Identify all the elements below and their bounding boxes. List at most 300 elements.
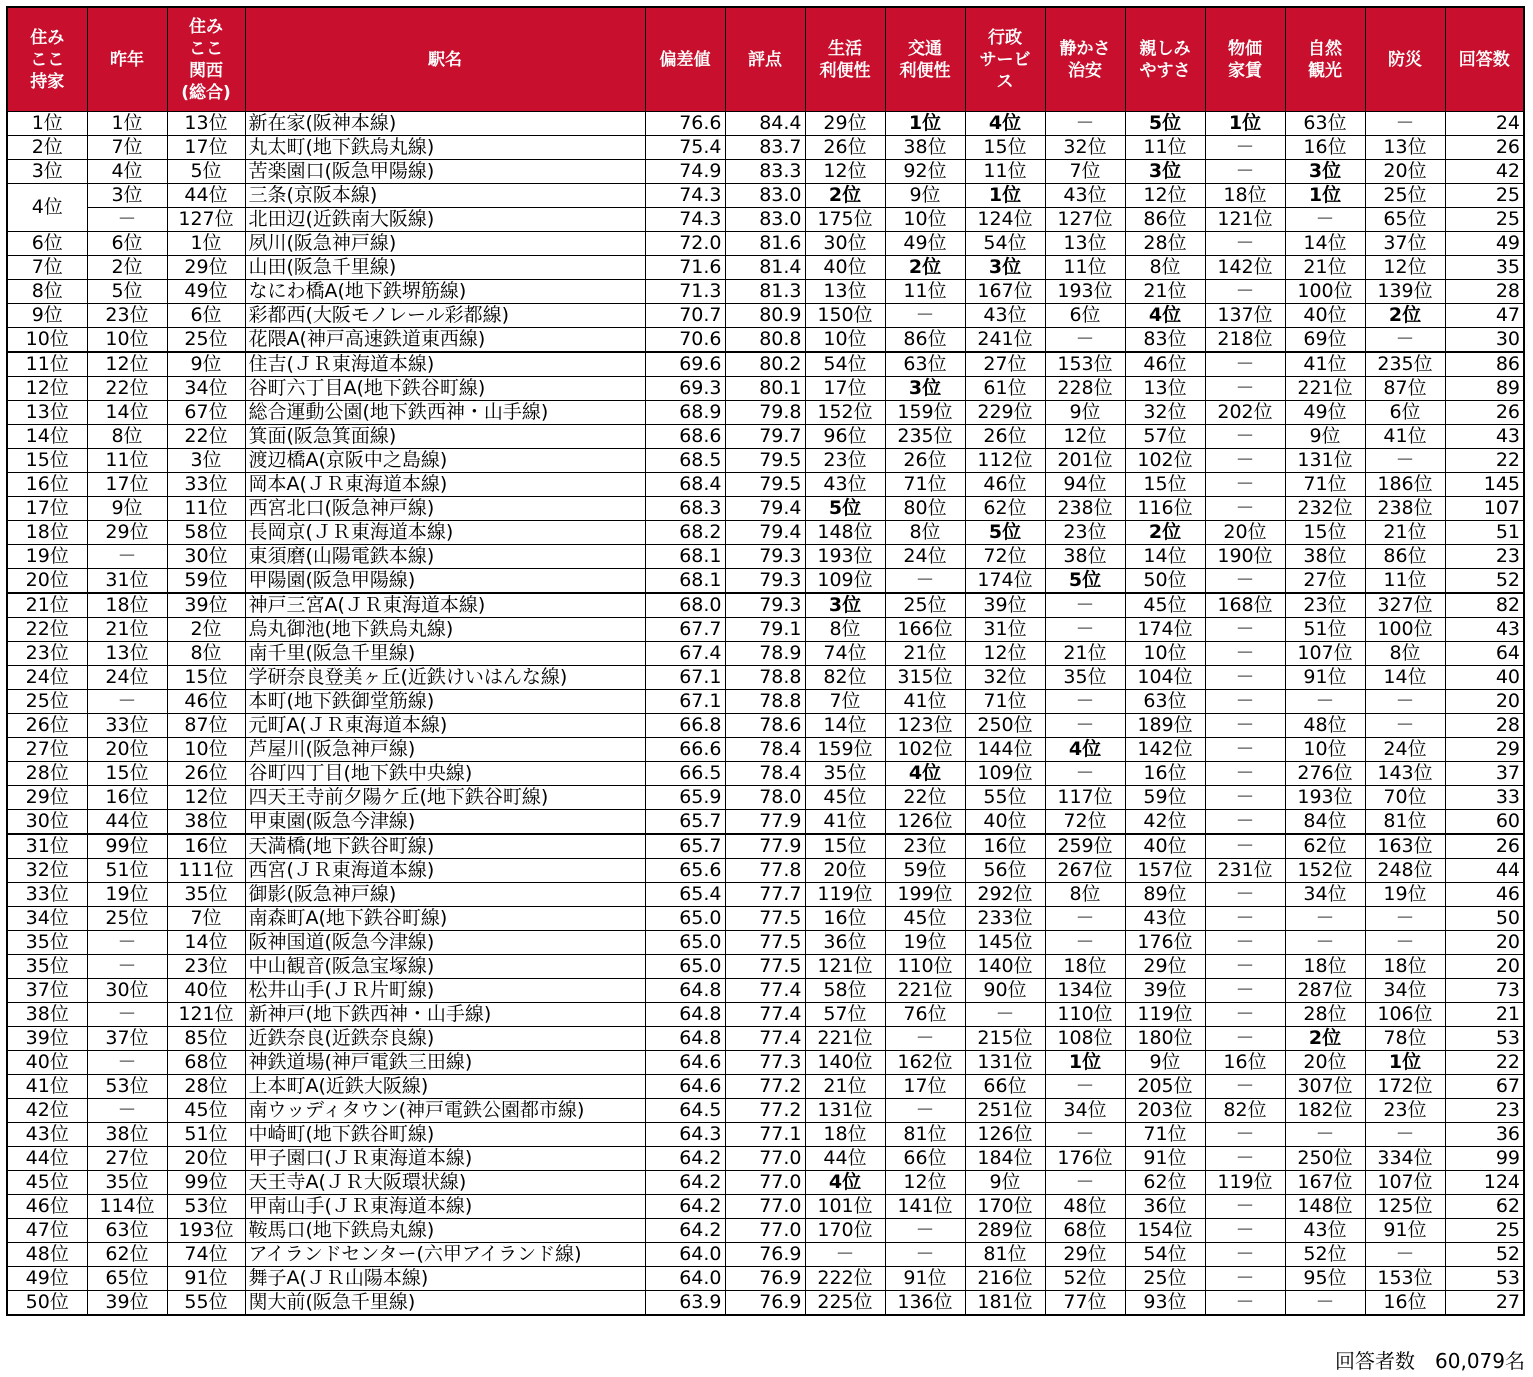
station-name-cell: 南ウッディタウン(神戸電鉄公園都市線) — [245, 1099, 645, 1123]
table-row — [7, 160, 1524, 184]
table-cell: 67.1 — [645, 690, 725, 714]
table-cell: 72.0 — [645, 232, 725, 256]
table-body — [7, 112, 1524, 1316]
table-cell: 124位 — [965, 208, 1045, 232]
table-cell: 29位 — [7, 786, 87, 810]
table-row — [7, 1003, 1524, 1027]
table-cell: 50位 — [7, 1291, 87, 1316]
column-header: 住み ここ 関西 (総合) — [167, 7, 245, 112]
table-cell: 8位 — [167, 642, 245, 666]
table-cell: 80.9 — [725, 304, 805, 328]
table-cell: 233位 — [965, 907, 1045, 931]
table-cell: 25位 — [1125, 1267, 1205, 1291]
table-cell: 111位 — [167, 859, 245, 883]
table-cell: 12位 — [87, 352, 167, 377]
table-cell: 69位 — [1285, 328, 1365, 353]
table-cell: － — [1205, 979, 1285, 1003]
table-cell: 64.6 — [645, 1051, 725, 1075]
table-cell: 35位 — [7, 955, 87, 979]
table-cell: 25位 — [885, 593, 965, 618]
table-cell: 77.1 — [725, 1123, 805, 1147]
table-cell: － — [1045, 1075, 1125, 1099]
table-row — [7, 1243, 1524, 1267]
table-cell: 167位 — [965, 280, 1045, 304]
station-name-cell: 舞子A(ＪＲ山陽本線) — [245, 1267, 645, 1291]
table-cell: 8位 — [805, 618, 885, 642]
table-cell: 40位 — [167, 979, 245, 1003]
table-cell: 140位 — [805, 1051, 885, 1075]
table-cell: 31位 — [965, 618, 1045, 642]
table-cell: － — [885, 1099, 965, 1123]
table-cell: 91位 — [1125, 1147, 1205, 1171]
respondent-count: 回答者数 60,079名 — [1335, 1349, 1525, 1373]
table-cell: 222位 — [805, 1267, 885, 1291]
table-cell: 180位 — [1125, 1027, 1205, 1051]
table-cell: 37位 — [87, 1027, 167, 1051]
station-name-cell: 北田辺(近鉄南大阪線) — [245, 208, 645, 232]
table-cell: 23位 — [7, 642, 87, 666]
table-cell: － — [1045, 1123, 1125, 1147]
table-cell: － — [87, 545, 167, 569]
table-cell: 101位 — [805, 1195, 885, 1219]
table-cell: － — [805, 1243, 885, 1267]
station-name-cell: 甲東園(阪急今津線) — [245, 810, 645, 835]
table-cell: 68.1 — [645, 569, 725, 594]
table-cell: 148位 — [1285, 1195, 1365, 1219]
table-cell: 76.9 — [725, 1291, 805, 1316]
table-cell: 186位 — [1365, 473, 1445, 497]
table-cell: 215位 — [965, 1027, 1045, 1051]
table-cell: 71位 — [1125, 1123, 1205, 1147]
table-cell: 87位 — [1365, 377, 1445, 401]
table-cell: 18位 — [805, 1123, 885, 1147]
station-name-cell: 関大前(阪急千里線) — [245, 1291, 645, 1316]
table-cell: 15位 — [87, 762, 167, 786]
table-cell: 43位 — [1045, 184, 1125, 208]
table-cell: 153位 — [1365, 1267, 1445, 1291]
table-cell: － — [1365, 449, 1445, 473]
table-cell: 83.0 — [725, 208, 805, 232]
table-cell: 65.0 — [645, 907, 725, 931]
table-row — [7, 1219, 1524, 1243]
table-cell: 11位 — [1125, 136, 1205, 160]
table-cell: － — [1205, 136, 1285, 160]
table-cell: 25位 — [167, 328, 245, 353]
table-cell: 64.6 — [645, 1075, 725, 1099]
table-cell: 14位 — [167, 931, 245, 955]
table-cell: 51位 — [167, 1123, 245, 1147]
table-cell: 250位 — [965, 714, 1045, 738]
station-name-cell: 本町(地下鉄御堂筋線) — [245, 690, 645, 714]
table-cell: 99 — [1445, 1147, 1524, 1171]
table-cell: 64.8 — [645, 979, 725, 1003]
table-row — [7, 569, 1524, 594]
table-cell: 8位 — [7, 280, 87, 304]
table-cell: 78.4 — [725, 738, 805, 762]
table-cell: － — [1205, 1243, 1285, 1267]
table-cell: 119位 — [1125, 1003, 1205, 1027]
table-cell: 145 — [1445, 473, 1524, 497]
table-cell: 154位 — [1125, 1219, 1205, 1243]
table-cell: 1位 — [1365, 1051, 1445, 1075]
table-cell: 142位 — [1205, 256, 1285, 280]
table-cell: 64.0 — [645, 1243, 725, 1267]
table-cell: － — [87, 1099, 167, 1123]
table-cell: 21位 — [1125, 280, 1205, 304]
table-cell: 107位 — [1365, 1171, 1445, 1195]
column-header: 回答数 — [1445, 7, 1524, 112]
station-name-cell: 総合運動公園(地下鉄西神・山手線) — [245, 401, 645, 425]
table-cell: 23位 — [1285, 593, 1365, 618]
table-cell: 77.5 — [725, 907, 805, 931]
table-cell: 29位 — [167, 256, 245, 280]
table-cell: 5位 — [1125, 112, 1205, 136]
table-cell: 35位 — [167, 883, 245, 907]
table-cell: 11位 — [7, 352, 87, 377]
table-cell: 9位 — [1045, 401, 1125, 425]
table-cell: 77.3 — [725, 1051, 805, 1075]
table-cell: 15位 — [7, 449, 87, 473]
table-cell: 12位 — [965, 642, 1045, 666]
station-name-cell: 中崎町(地下鉄谷町線) — [245, 1123, 645, 1147]
table-cell: 39位 — [7, 1027, 87, 1051]
table-cell: 8位 — [1125, 256, 1205, 280]
table-cell: 124 — [1445, 1171, 1524, 1195]
table-cell: 19位 — [1365, 883, 1445, 907]
table-cell: 78位 — [1365, 1027, 1445, 1051]
table-cell: 63位 — [1125, 690, 1205, 714]
station-name-cell: 甲子園口(ＪＲ東海道本線) — [245, 1147, 645, 1171]
table-cell: 44位 — [805, 1147, 885, 1171]
table-cell: － — [885, 569, 965, 594]
table-cell: 163位 — [1365, 834, 1445, 859]
table-cell: 65.9 — [645, 786, 725, 810]
table-cell: 8位 — [87, 425, 167, 449]
table-cell: 21位 — [1285, 256, 1365, 280]
table-cell: － — [1205, 618, 1285, 642]
table-cell: 68.4 — [645, 473, 725, 497]
table-cell: 27位 — [87, 1147, 167, 1171]
table-cell: 10位 — [7, 328, 87, 353]
table-cell: 205位 — [1125, 1075, 1205, 1099]
table-cell: 52 — [1445, 1243, 1524, 1267]
table-cell: 38位 — [7, 1003, 87, 1027]
table-cell: 44位 — [167, 184, 245, 208]
station-name-cell: 神鉄道場(神戸電鉄三田線) — [245, 1051, 645, 1075]
table-cell: 225位 — [805, 1291, 885, 1316]
table-cell: － — [1205, 810, 1285, 835]
table-cell: 23 — [1445, 545, 1524, 569]
table-cell: 150位 — [805, 304, 885, 328]
table-cell: 2位 — [87, 256, 167, 280]
table-cell: 19位 — [87, 883, 167, 907]
table-cell: 193位 — [1285, 786, 1365, 810]
table-cell: 79.8 — [725, 401, 805, 425]
table-cell: － — [1365, 1123, 1445, 1147]
table-cell: 96位 — [805, 425, 885, 449]
column-header: 行政 サービ ス — [965, 7, 1045, 112]
table-cell: － — [1045, 690, 1125, 714]
table-cell: 79.5 — [725, 473, 805, 497]
table-cell: 31位 — [7, 834, 87, 859]
table-row — [7, 280, 1524, 304]
table-row — [7, 738, 1524, 762]
table-cell: － — [1205, 1291, 1285, 1316]
station-name-cell: 甲南山手(ＪＲ東海道本線) — [245, 1195, 645, 1219]
table-cell: 83.7 — [725, 136, 805, 160]
table-cell: 92位 — [885, 160, 965, 184]
table-cell: 102位 — [1125, 449, 1205, 473]
table-cell: 64.2 — [645, 1147, 725, 1171]
table-row — [7, 1267, 1524, 1291]
table-cell: 77.4 — [725, 1027, 805, 1051]
table-cell: 70.7 — [645, 304, 725, 328]
table-row — [7, 618, 1524, 642]
table-cell: 77.9 — [725, 834, 805, 859]
table-cell: 174位 — [965, 569, 1045, 594]
table-cell: 100位 — [1365, 618, 1445, 642]
table-cell: 31位 — [87, 569, 167, 594]
table-cell: 16位 — [1285, 136, 1365, 160]
table-cell: 58位 — [167, 521, 245, 545]
table-cell: － — [1285, 208, 1365, 232]
table-cell: 91位 — [1285, 666, 1365, 690]
table-cell: 25 — [1445, 184, 1524, 208]
table-cell: 55位 — [167, 1291, 245, 1316]
table-cell: 99位 — [87, 834, 167, 859]
table-cell: 24 — [1445, 112, 1524, 136]
table-cell: 126位 — [965, 1123, 1045, 1147]
table-cell: 14位 — [1365, 666, 1445, 690]
table-cell: 45位 — [805, 786, 885, 810]
table-cell: 99位 — [167, 1171, 245, 1195]
table-cell: 49位 — [1285, 401, 1365, 425]
table-cell: 37 — [1445, 762, 1524, 786]
table-row — [7, 401, 1524, 425]
table-cell: 16位 — [805, 907, 885, 931]
table-cell: 81.6 — [725, 232, 805, 256]
table-cell: － — [1205, 762, 1285, 786]
table-cell: 190位 — [1205, 545, 1285, 569]
table-cell: 62位 — [1125, 1171, 1205, 1195]
table-cell: 19位 — [7, 545, 87, 569]
table-cell: 38位 — [1045, 545, 1125, 569]
table-cell: － — [87, 955, 167, 979]
table-cell: 76位 — [885, 1003, 965, 1027]
table-cell: 18位 — [7, 521, 87, 545]
table-cell: 65.7 — [645, 810, 725, 835]
table-cell: － — [1205, 497, 1285, 521]
table-cell: 54位 — [1125, 1243, 1205, 1267]
table-cell: 77.0 — [725, 1219, 805, 1243]
table-cell: 34位 — [7, 907, 87, 931]
table-cell: 16位 — [1125, 762, 1205, 786]
table-cell: 108位 — [1045, 1027, 1125, 1051]
table-cell: 25位 — [7, 690, 87, 714]
table-cell: 117位 — [1045, 786, 1125, 810]
table-cell: － — [965, 1003, 1045, 1027]
column-header: 評点 — [725, 7, 805, 112]
table-cell: 250位 — [1285, 1147, 1365, 1171]
table-cell: － — [1205, 1147, 1285, 1171]
table-cell: 38位 — [167, 810, 245, 835]
column-header: 偏差値 — [645, 7, 725, 112]
station-name-cell: 四天王寺前夕陽ケ丘(地下鉄谷町線) — [245, 786, 645, 810]
table-cell: 110位 — [885, 955, 965, 979]
table-cell: 109位 — [805, 569, 885, 594]
table-cell: 16位 — [1205, 1051, 1285, 1075]
table-cell: 20 — [1445, 955, 1524, 979]
table-cell: － — [87, 690, 167, 714]
table-cell: 45位 — [1125, 593, 1205, 618]
station-name-cell: アイランドセンター(六甲アイランド線) — [245, 1243, 645, 1267]
station-name-cell: 新神戸(地下鉄西神・山手線) — [245, 1003, 645, 1027]
table-cell: 18位 — [1285, 955, 1365, 979]
table-cell: 77位 — [1045, 1291, 1125, 1316]
table-cell: 43位 — [965, 304, 1045, 328]
table-row — [7, 593, 1524, 618]
table-cell: 77.5 — [725, 931, 805, 955]
table-cell: － — [1365, 931, 1445, 955]
table-cell: 1位 — [885, 112, 965, 136]
table-cell: 44位 — [7, 1147, 87, 1171]
table-cell: 68.0 — [645, 593, 725, 618]
table-cell: 23位 — [167, 955, 245, 979]
table-cell: 76.6 — [645, 112, 725, 136]
table-cell: 78.8 — [725, 690, 805, 714]
station-name-cell: 南千里(阪急千里線) — [245, 642, 645, 666]
table-cell: － — [1285, 1291, 1365, 1316]
table-cell: 193位 — [805, 545, 885, 569]
table-cell: 131位 — [1285, 449, 1365, 473]
table-cell: 6位 — [87, 232, 167, 256]
table-cell: 72位 — [965, 545, 1045, 569]
table-cell: 231位 — [1205, 859, 1285, 883]
table-cell: 74位 — [167, 1243, 245, 1267]
table-cell: 86位 — [885, 328, 965, 353]
table-cell: 33 — [1445, 786, 1524, 810]
table-row — [7, 690, 1524, 714]
table-cell: 137位 — [1205, 304, 1285, 328]
table-cell: 43位 — [7, 1123, 87, 1147]
table-cell: 12位 — [167, 786, 245, 810]
table-cell: 10位 — [805, 328, 885, 353]
table-cell: 18位 — [87, 593, 167, 618]
table-cell: － — [1205, 1195, 1285, 1219]
table-cell: 65.4 — [645, 883, 725, 907]
table-cell: 26 — [1445, 136, 1524, 160]
table-cell: 140位 — [965, 955, 1045, 979]
table-cell: － — [1205, 690, 1285, 714]
table-cell: － — [87, 1051, 167, 1075]
table-cell: 12位 — [1045, 425, 1125, 449]
table-cell: 79.1 — [725, 618, 805, 642]
table-cell: 5位 — [167, 160, 245, 184]
table-cell: 203位 — [1125, 1099, 1205, 1123]
table-cell: 199位 — [885, 883, 965, 907]
table-row — [7, 256, 1524, 280]
table-cell: 81.4 — [725, 256, 805, 280]
table-cell: － — [1205, 1123, 1285, 1147]
table-cell: 30 — [1445, 328, 1524, 353]
table-cell: 70.6 — [645, 328, 725, 353]
table-cell: 127位 — [1045, 208, 1125, 232]
table-cell: 8位 — [1045, 883, 1125, 907]
table-cell: 79.3 — [725, 593, 805, 618]
table-cell: － — [1045, 931, 1125, 955]
table-cell: 45位 — [885, 907, 965, 931]
table-cell: 13位 — [7, 401, 87, 425]
table-cell: － — [87, 931, 167, 955]
table-cell: 33位 — [87, 714, 167, 738]
table-cell: 41位 — [1365, 425, 1445, 449]
table-cell: － — [1365, 690, 1445, 714]
table-cell: 182位 — [1285, 1099, 1365, 1123]
table-cell: 3位 — [167, 449, 245, 473]
table-cell: 21 — [1445, 1003, 1524, 1027]
table-cell: － — [1205, 642, 1285, 666]
table-cell: － — [1205, 714, 1285, 738]
table-cell: 55位 — [965, 786, 1045, 810]
column-header: 静かさ 治安 — [1045, 7, 1125, 112]
table-cell: 21位 — [885, 642, 965, 666]
table-cell: 52位 — [1045, 1267, 1125, 1291]
table-cell: 45位 — [7, 1171, 87, 1195]
table-cell: 77.0 — [725, 1147, 805, 1171]
table-cell: － — [1205, 473, 1285, 497]
table-cell: － — [1045, 714, 1125, 738]
table-cell: 52 — [1445, 569, 1524, 594]
table-cell: 14位 — [1125, 545, 1205, 569]
table-cell: 86 — [1445, 352, 1524, 377]
table-cell: 4位 — [1125, 304, 1205, 328]
table-cell: 202位 — [1205, 401, 1285, 425]
table-cell: 24位 — [885, 545, 965, 569]
table-cell: － — [885, 1243, 965, 1267]
station-name-cell: 新在家(阪神本線) — [245, 112, 645, 136]
table-cell: 3位 — [885, 377, 965, 401]
table-cell: － — [1365, 907, 1445, 931]
table-cell: 12位 — [1365, 256, 1445, 280]
table-cell: 40位 — [805, 256, 885, 280]
table-row — [7, 979, 1524, 1003]
table-cell: 3位 — [87, 184, 167, 208]
table-cell: 9位 — [885, 184, 965, 208]
station-name-cell: 天王寺A(ＪＲ大阪環状線) — [245, 1171, 645, 1195]
table-cell: 32位 — [1125, 401, 1205, 425]
table-cell: 216位 — [965, 1267, 1045, 1291]
table-cell: 58位 — [805, 979, 885, 1003]
table-cell: 238位 — [1365, 497, 1445, 521]
table-cell: 21位 — [1045, 642, 1125, 666]
table-cell: 221位 — [805, 1027, 885, 1051]
table-cell: 17位 — [167, 136, 245, 160]
table-cell: 3位 — [1285, 160, 1365, 184]
table-cell: 78.0 — [725, 786, 805, 810]
table-cell: 8位 — [885, 521, 965, 545]
table-row — [7, 883, 1524, 907]
table-cell: 74.3 — [645, 184, 725, 208]
table-cell: 9位 — [965, 1171, 1045, 1195]
table-cell: 68.5 — [645, 449, 725, 473]
table-cell: 47位 — [7, 1219, 87, 1243]
table-cell: 189位 — [1125, 714, 1205, 738]
table-row — [7, 449, 1524, 473]
table-cell: 2位 — [1285, 1027, 1365, 1051]
table-cell: 121位 — [805, 955, 885, 979]
table-row — [7, 1291, 1524, 1316]
station-name-cell: 谷町四丁目(地下鉄中央線) — [245, 762, 645, 786]
